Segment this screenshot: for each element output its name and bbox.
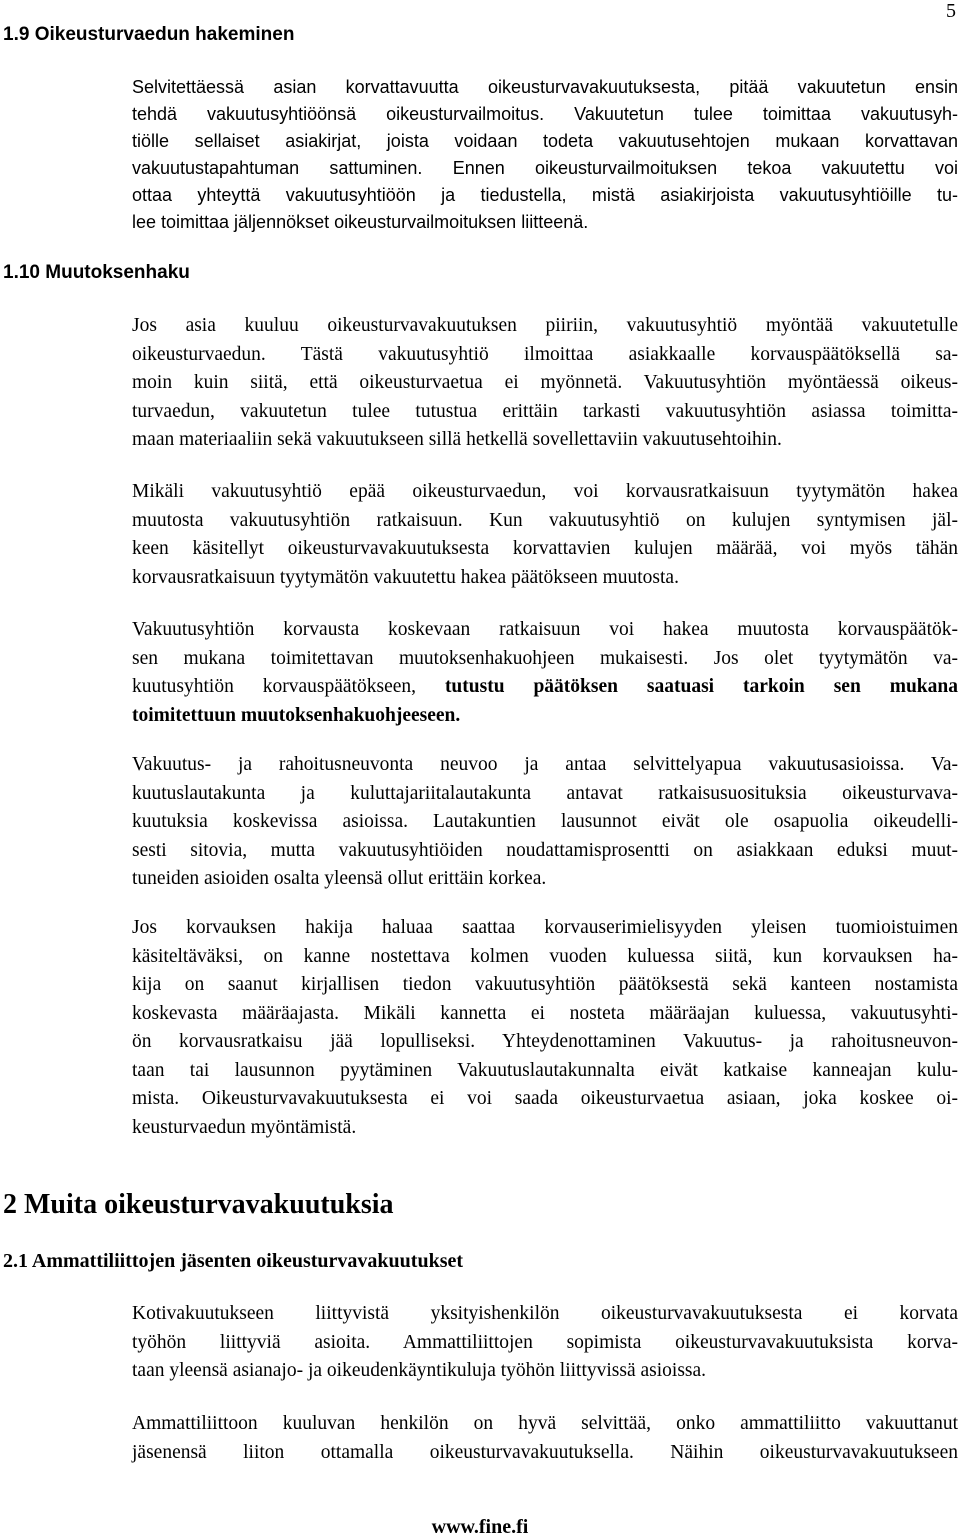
chapter-2-heading: 2 Muita oikeusturvavakuutuksia (3, 1189, 394, 1220)
text-line: keusturvaedun myöntämistä. (132, 1116, 357, 1138)
text-line: ön korvausratkaisu jää lopulliseksi. Yhteydenottaminen Vakuutus- ja rahoitusneuvon- (132, 1031, 958, 1052)
text-emphasis: toimitettuun muutoksenhakuohjeeseen. (132, 704, 461, 726)
section-2-1-paragraph-1 (132, 1300, 958, 1386)
text-line: oikeusturvaedun. Tästä vakuutusyhtiö ilmoittaa asiakkaalle korvauspäätöksellä sa- (132, 343, 958, 365)
section-1-9-paragraph (132, 74, 958, 236)
text-line: maan materiaaliin sekä vakuutukseen sillä hetkellä sovellettaviin vakuutusehtoihin. (132, 429, 782, 450)
text-line: Mikäli vakuutusyhtiö epää oikeusturvaedun, voi korvausratkaisuun tyytymätön hakea (132, 481, 958, 502)
section-1-10-paragraph-1 (132, 312, 958, 455)
section-1-10-paragraph-2 (132, 478, 958, 592)
text-line: kija on saanut kirjallisen tiedon vakuutusyhtiön päätöksestä sekä kanteen nostamista (132, 974, 958, 995)
text-line: Selvitettäessä asian korvattavuutta oikeusturvavakuutuksesta, pitää vakuutetun ensin (132, 77, 958, 97)
text-line: koskevasta määräajasta. Mikäli kannetta ei nosteta määräajan kuluessa, vakuutusyhti- (132, 1002, 958, 1024)
text-line: sesti sitovia, mutta vakuutusyhtiöiden noudattamisprosentti on asiakkaan eduksi muut- (132, 839, 958, 861)
section-2-1-heading: 2.1 Ammattiliittojen jäsenten oikeusturvavakuutukset (3, 1250, 464, 1272)
text-line: Vakuutus- ja rahoitusneuvonta neuvoo ja antaa selvittelyapua vakuutusasioissa. Va- (132, 754, 958, 775)
text-line: taan yleensä asianajo- ja oikeudenkäyntikuluja työhön liittyvissä asioissa. (132, 1360, 707, 1381)
text-line: Jos asia kuuluu oikeusturvavakuutuksen piiriin, vakuutusyhtiö myöntää vakuutetulle (132, 315, 958, 336)
text-emphasis: tutustu päätöksen saatuasi tarkoin sen mukana (444, 676, 958, 697)
text-line: lee toimittaa jäljennökset oikeusturvailmoituksen liitteenä. (132, 212, 589, 232)
text-line: muutosta vakuutusyhtiön ratkaisuun. Kun vakuutusyhtiö on kulujen syntymisen jäl- (132, 509, 958, 531)
section-2-1-paragraph-2 (132, 1410, 958, 1467)
text-line: Jos korvauksen hakija haluaa saattaa korvauserimielisyyden yleisen tuomioistuimen (132, 917, 958, 938)
text-line: tehdä vakuutusyhtiöönsä oikeusturvailmoitus. Vakuutetun tulee toimittaa vakuutusyh- (132, 104, 958, 124)
text-line: kuutuslautakunta ja kuluttajariitalautakunta antavat ratkaisusuosituksia oikeusturvava- (132, 782, 958, 804)
text-line: jäsenensä liiton ottamalla oikeusturvavakuutuksella. Näihin oikeusturvavakuutukseen (132, 1441, 958, 1463)
text-line: korvausratkaisuun tyytymätön vakuutettu hakea päätökseen muutosta. (132, 566, 679, 588)
text-line (132, 673, 958, 702)
text-line (132, 702, 958, 731)
text-line: sen mukana toimitettavan muutoksenhakuohjeen mukaisesti. Jos olet tyytymätön va- (132, 647, 958, 669)
section-1-10-paragraph-5 (132, 914, 958, 1142)
text-line: tiölle sellaiset asiakirjat, joista voidaan todeta vakuutusehtojen mukaan korvattavan (132, 131, 958, 151)
page-number: 5 (946, 0, 956, 22)
section-1-10-paragraph-3 (132, 616, 958, 730)
text-line: kuutuksia koskevissa asioissa. Lautakuntien lausunnot eivät ole osapuolia oikeudelli- (132, 811, 958, 832)
section-1-9-heading: 1.9 Oikeusturvaedun hakeminen (3, 24, 295, 45)
section-1-10-paragraph-4 (132, 751, 958, 894)
text-line: mista. Oikeusturvavakuutuksesta ei voi saada oikeusturvaetua asiaan, joka koskee oi- (132, 1088, 958, 1109)
text-line: ottaa yhteyttä vakuutusyhtiöön ja tiedustella, mistä asiakirjoista vakuutusyhtiöille tu- (132, 185, 958, 205)
text-line: Ammattiliittoon kuuluvan henkilön on hyvä selvittää, onko ammattiliitto vakuuttanut (132, 1413, 958, 1434)
text-line: turvaedun, vakuutetun tulee tutustua erittäin tarkasti vakuutusyhtiön asiassa toimitta- (132, 400, 958, 422)
text-line: vakuutustapahtuman sattuminen. Ennen oikeusturvailmoituksen tekoa vakuutettu voi (132, 158, 958, 178)
text-line: Vakuutusyhtiön korvausta koskevaan ratkaisuun voi hakea muutosta korvauspäätök- (132, 619, 958, 640)
text-line: keen käsitellyt oikeusturvavakuutuksesta korvattavien kulujen määrää, voi myös tähän (132, 538, 958, 559)
text-line: taan tai lausunnon pyytäminen Vakuutuslautakunnalta eivät katkaise kanneajan kulu- (132, 1059, 958, 1081)
text-normal: kuutusyhtiön korvauspäätökseen, (132, 676, 445, 697)
text-line: työhön liittyviä asioita. Ammattiliittojen sopimista oikeusturvavakuutuksista korva- (132, 1331, 958, 1353)
text-line: tuneiden asioiden osalta yleensä ollut erittäin korkea. (132, 868, 547, 889)
text-line: Kotivakuutukseen liittyvistä yksityishenkilön oikeusturvavakuutuksesta ei korvata (132, 1303, 958, 1324)
section-1-10-heading: 1.10 Muutoksenhaku (3, 262, 190, 283)
footer-website: www.fine.fi (431, 1516, 529, 1538)
text-line: käsiteltäväksi, on kanne nostettava kolmen vuoden kuluessa siitä, kun korvauksen ha- (132, 945, 958, 967)
text-line: moin kuin siitä, että oikeusturvaetua ei myönnetä. Vakuutusyhtiön myöntäessä oikeus- (132, 372, 958, 393)
